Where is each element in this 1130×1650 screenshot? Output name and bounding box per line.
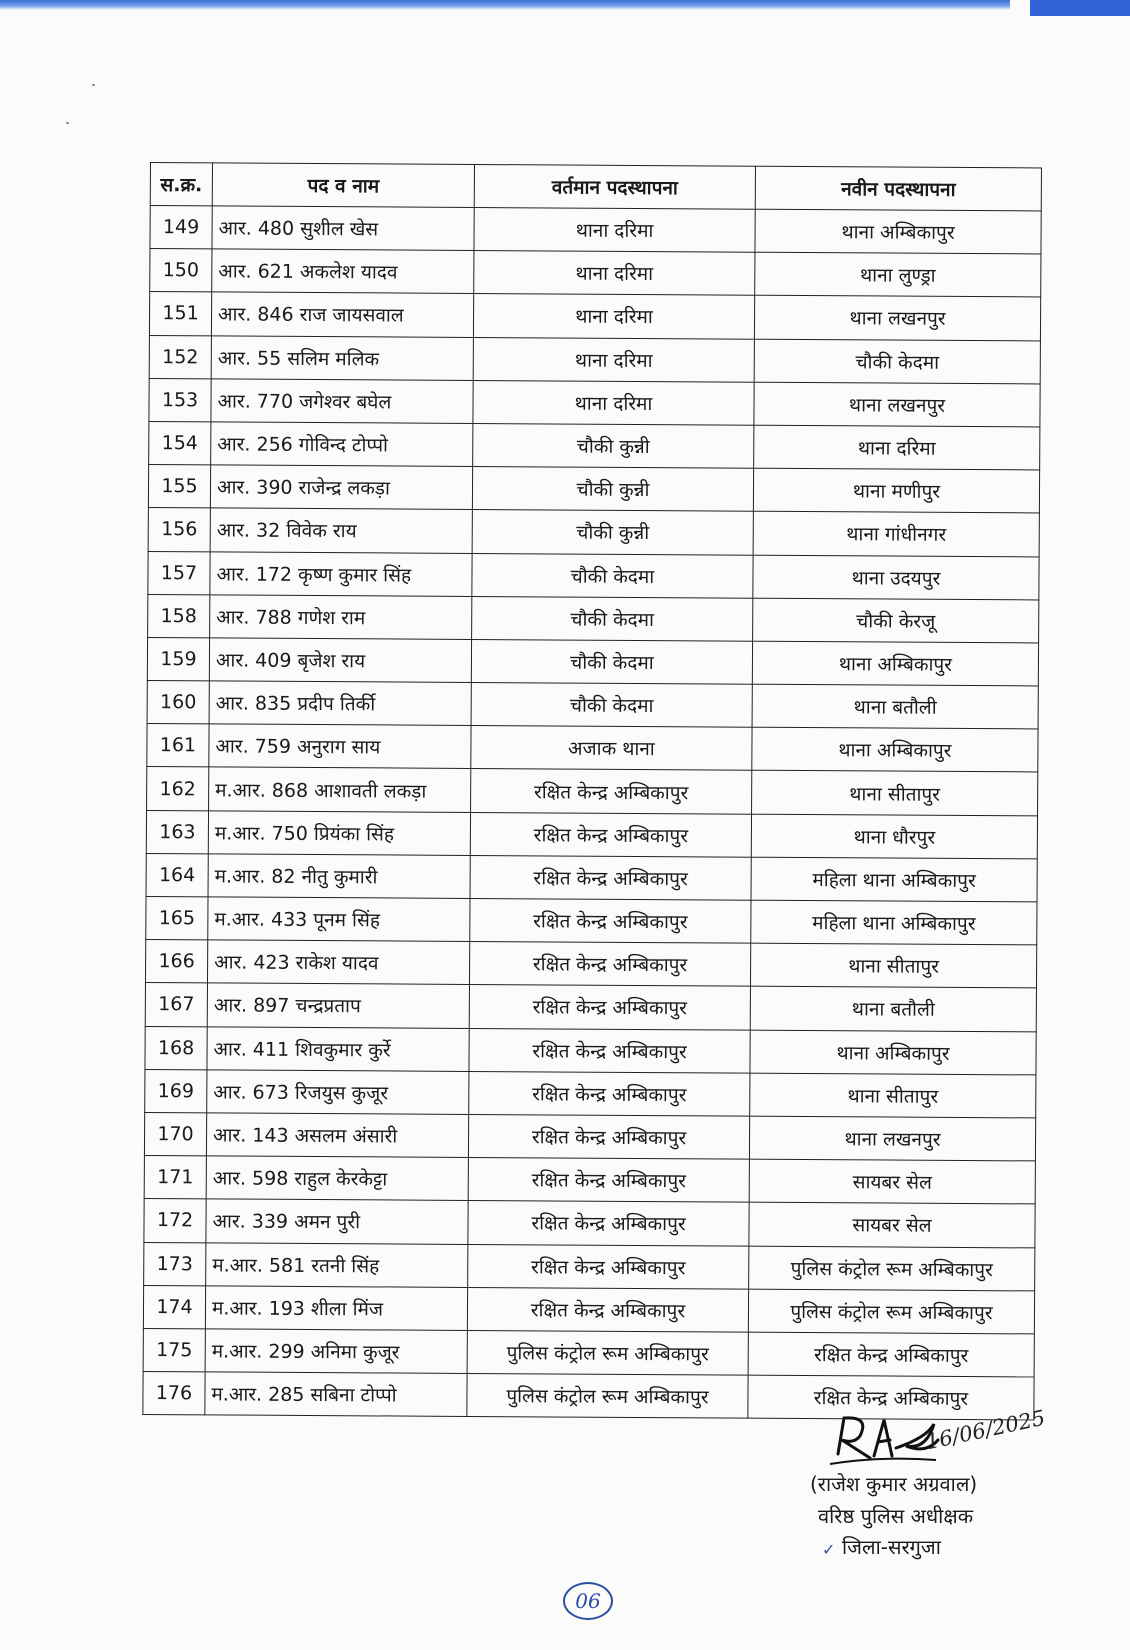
row-serial: 173 [144,1242,206,1286]
row-serial: 176 [143,1372,205,1416]
header-current-posting: वर्तमान पदस्थापना [474,164,755,209]
table-row [148,594,1039,643]
row-name: आर. 835 प्रदीप तिर्की [209,681,471,726]
table-row [144,1199,1035,1248]
row-current-posting: रक्षित केन्द्र अम्बिकापुर [470,812,751,857]
paper-speck [92,84,95,86]
row-new-posting: थाना मणीपुर [753,468,1039,513]
row-current-posting: अजाक थाना [471,726,752,771]
row-serial: 172 [144,1199,206,1243]
row-current-posting: थाना दरिमा [474,207,755,252]
row-new-posting: थाना सीतापुर [752,771,1038,816]
table-row [147,637,1038,686]
row-new-posting: पुलिस कंट्रोल रूम अम्बिकापुर [749,1246,1035,1291]
table-header-row [150,163,1041,211]
handwritten-signature [830,1410,940,1470]
row-current-posting: रक्षित केन्द्र अम्बिकापुर [470,855,751,900]
row-new-posting: थाना अम्बिकापुर [752,641,1038,686]
row-current-posting: रक्षित केन्द्र अम्बिकापुर [467,1287,748,1332]
row-current-posting: रक्षित केन्द्र अम्बिकापुर [468,1201,749,1246]
table-row [145,1026,1036,1075]
table-row [147,681,1038,730]
officer-name: (राजेश कुमार अग्रवाल) [810,1472,978,1496]
row-name: आर. 390 राजेन्द्र लकड़ा [210,465,472,510]
table-row [147,767,1038,816]
row-name: म.आर. 299 अनिमा कुजूर [205,1329,467,1374]
row-serial: 164 [146,853,208,897]
row-name: आर. 339 अमन पुरी [206,1199,468,1244]
officer-district: जिला-सरगुजा [842,1535,941,1559]
table-row [143,1285,1034,1334]
paper-speck [66,122,69,124]
page-number: 06 [563,1582,613,1620]
row-new-posting: थाना सीतापुर [750,943,1036,988]
row-current-posting: रक्षित केन्द्र अम्बिकापुर [471,769,752,814]
row-serial: 168 [145,1026,207,1070]
row-new-posting: थाना अम्बिकापुर [755,209,1041,254]
row-current-posting: रक्षित केन्द्र अम्बिकापुर [469,1071,750,1116]
officer-designation: वरिष्ठ पुलिस अधीक्षक [818,1504,974,1528]
row-new-posting: थाना सीतापुर [750,1073,1036,1118]
row-name: म.आर. 82 नीतु कुमारी [208,854,470,899]
header-name: पद व नाम [212,163,474,208]
row-current-posting: चौकी केदमा [471,683,752,728]
row-serial: 156 [148,508,210,552]
row-current-posting: चौकी कुन्नी [472,510,753,555]
row-new-posting: महिला थाना अम्बिकापुर [751,900,1037,945]
top-edge-stripe [0,0,1010,10]
table-row [147,724,1038,773]
row-current-posting: थाना दरिमा [473,337,754,382]
table-row [146,896,1037,945]
row-name: आर. 759 अनुराग साय [209,724,471,769]
row-serial: 153 [149,378,211,422]
row-serial: 166 [145,940,207,984]
row-current-posting: रक्षित केन्द्र अम्बिकापुर [469,985,750,1030]
row-new-posting: रक्षित केन्द्र अम्बिकापुर [748,1375,1034,1420]
row-serial: 175 [143,1328,205,1372]
table-row [144,1242,1035,1291]
row-serial: 157 [148,551,210,595]
row-name: म.आर. 868 आशावती लकड़ा [209,767,471,812]
row-current-posting: चौकी केदमा [471,639,752,684]
row-current-posting: रक्षित केन्द्र अम्बिकापुर [468,1114,749,1159]
row-new-posting: थाना अम्बिकापुर [750,1030,1036,1075]
row-new-posting: थाना उदयपुर [753,555,1039,600]
row-new-posting: सायबर सेल [749,1202,1035,1247]
row-current-posting: थाना दरिमा [474,251,755,296]
table-row [149,378,1040,427]
row-new-posting: थाना धौरपुर [751,814,1037,859]
row-name: आर. 411 शिवकुमार कुर्रे [207,1026,469,1071]
row-name: आर. 673 रिजयुस कुजूर [207,1070,469,1115]
table-row [146,853,1037,902]
transfer-table [142,162,1042,1421]
row-serial: 167 [145,983,207,1027]
row-new-posting: सायबर सेल [749,1159,1035,1204]
row-new-posting: थाना बतौली [750,987,1036,1032]
row-serial: 162 [147,767,209,811]
row-current-posting: थाना दरिमा [473,380,754,425]
row-serial: 159 [147,637,209,681]
row-new-posting: थाना गांधीनगर [753,512,1039,557]
row-name: आर. 143 असलम अंसारी [206,1113,468,1158]
row-name: म.आर. 750 प्रियंका सिंह [208,810,470,855]
row-serial: 170 [144,1112,206,1156]
row-current-posting: चौकी कुन्नी [473,423,754,468]
row-name: आर. 480 सुशील खेस [212,206,474,251]
table-row [144,1156,1035,1205]
row-serial: 158 [148,594,210,638]
row-serial: 154 [149,421,211,465]
row-current-posting: रक्षित केन्द्र अम्बिकापुर [468,1244,749,1289]
row-new-posting: चौकी केदमा [754,339,1040,384]
table-row [149,421,1040,470]
row-name: आर. 621 अकलेश यादव [212,249,474,294]
row-new-posting: थाना लखनपुर [754,382,1040,427]
row-serial: 152 [149,335,211,379]
row-new-posting: थाना अम्बिकापुर [752,727,1038,772]
row-name: म.आर. 193 शीला मिंज [205,1286,467,1331]
table-row [148,551,1039,600]
row-new-posting: थाना लुण्ड्रा [755,252,1041,297]
row-new-posting: थाना लखनपुर [754,296,1040,341]
table-row [146,810,1037,859]
top-edge-tab [1030,0,1130,16]
row-serial: 171 [144,1156,206,1200]
row-name: म.आर. 285 सबिना टोप्पो [205,1372,467,1417]
row-new-posting: चौकी केरजू [753,598,1039,643]
row-serial: 150 [150,249,212,293]
table-row [144,1112,1035,1161]
row-serial: 161 [147,724,209,768]
row-name: आर. 897 चन्द्रप्रताप [207,983,469,1028]
row-name: आर. 32 विवेक राय [210,508,472,553]
row-serial: 149 [150,206,212,250]
table-row [145,940,1036,989]
table-row [148,508,1039,557]
row-name: आर. 598 राहुल केरकेट्टा [206,1156,468,1201]
table-row [148,465,1039,514]
table-row [145,983,1036,1032]
row-serial: 155 [148,465,210,509]
row-new-posting: थाना दरिमा [754,425,1040,470]
row-new-posting: थाना बतौली [752,684,1038,729]
row-new-posting: पुलिस कंट्रोल रूम अम्बिकापुर [748,1289,1034,1334]
row-name: म.आर. 433 पूनम सिंह [208,897,470,942]
row-serial: 165 [146,896,208,940]
table-row [143,1328,1034,1377]
table-row [149,292,1040,341]
table-row [145,1069,1036,1118]
row-serial: 163 [146,810,208,854]
header-new-posting: नवीन पदस्थापना [755,166,1041,211]
row-name: आर. 770 जगेश्वर बघेल [211,379,473,424]
row-new-posting: महिला थाना अम्बिकापुर [751,857,1037,902]
row-name: आर. 409 बृजेश राय [209,638,471,683]
row-new-posting: रक्षित केन्द्र अम्बिकापुर [748,1332,1034,1377]
row-serial: 174 [143,1285,205,1329]
row-name: म.आर. 581 रतनी सिंह [206,1242,468,1287]
row-serial: 151 [149,292,211,336]
row-current-posting: रक्षित केन्द्र अम्बिकापुर [469,1028,750,1073]
row-current-posting: चौकी कुन्नी [472,467,753,512]
row-current-posting: रक्षित केन्द्र अम्बिकापुर [468,1158,749,1203]
table-row [150,206,1041,255]
row-current-posting: चौकी केदमा [472,596,753,641]
row-new-posting: थाना लखनपुर [749,1116,1035,1161]
row-serial: 169 [145,1069,207,1113]
row-current-posting: पुलिस कंट्रोल रूम अम्बिकापुर [467,1374,748,1419]
row-name: आर. 423 राकेश यादव [207,940,469,985]
signature-date: 16/06/2025 [923,1405,1048,1455]
header-serial: स.क्र. [150,163,212,206]
row-name: आर. 256 गोविन्द टोप्पो [211,422,473,467]
row-serial: 160 [147,681,209,725]
row-current-posting: चौकी केदमा [472,553,753,598]
row-current-posting: थाना दरिमा [473,294,754,339]
row-current-posting: पुलिस कंट्रोल रूम अम्बिकापुर [467,1330,748,1375]
table-row [149,335,1040,384]
row-name: आर. 172 कृष्ण कुमार सिंह [210,551,472,596]
row-name: आर. 846 राज जायसवाल [211,292,473,337]
table-row [150,249,1041,298]
row-current-posting: रक्षित केन्द्र अम्बिकापुर [470,898,751,943]
row-name: आर. 55 सलिम मलिक [211,335,473,380]
tick-mark-icon: ✓ [822,1540,836,1559]
row-current-posting: रक्षित केन्द्र अम्बिकापुर [469,942,750,987]
row-name: आर. 788 गणेश राम [210,595,472,640]
